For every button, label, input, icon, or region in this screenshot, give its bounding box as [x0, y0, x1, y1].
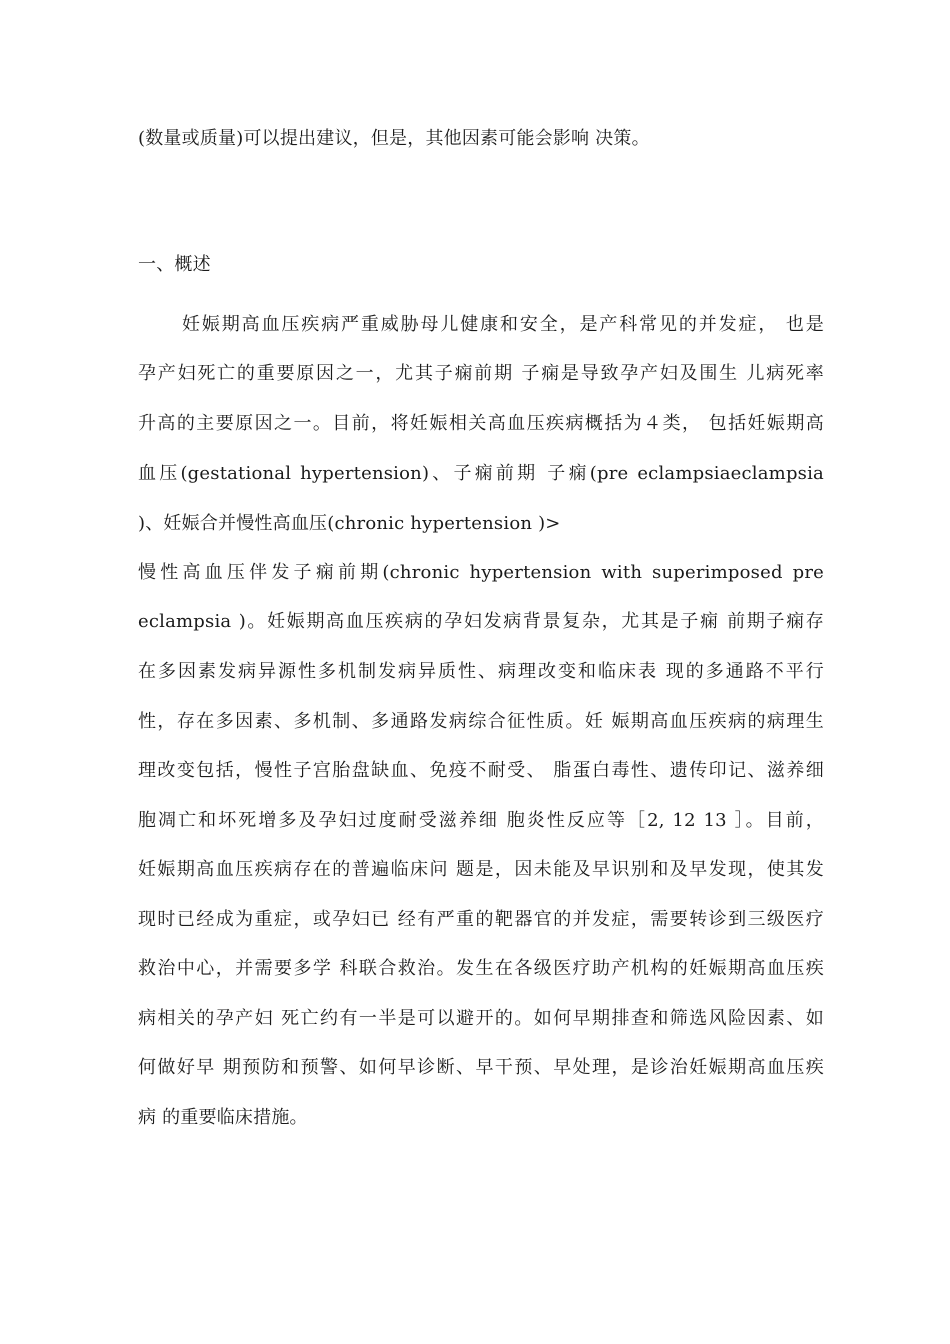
section-heading: 一、概述 [138, 254, 211, 275]
paragraph-line: )、妊娠合并慢性高血压(chronic hypertension )> [138, 513, 561, 534]
paragraph-line: 何做好早 期预防和预警、如何早诊断、早干预、早处理，是诊治妊娠期高血压疾 [138, 1057, 824, 1078]
paragraph-line: 孕产妇死亡的重要原因之一，尤其子痫前期 子痫是导致孕产妇及围生 儿病死率 [138, 363, 824, 384]
paragraph-line: 血压(gestational hypertension)、子痫前期 子痫(pre eclampsiaeclampsia [138, 463, 824, 484]
paragraph-line: eclampsia )。妊娠期高血压疾病的孕妇发病背景复杂，尤其是子痫 前期子痫存 [138, 611, 824, 632]
paragraph-line: 救治中心，并需要多学 科联合救治。发生在各级医疗助产机构的妊娠期高血压疾 [138, 958, 824, 979]
paragraph-line: 性，存在多因素、多机制、多通路发病综合征性质。妊 娠期高血压疾病的病理生 [138, 711, 824, 732]
paragraph-line: 病相关的孕产妇 死亡约有一半是可以避开的。如何早期排查和筛选风险因素、如 [138, 1008, 824, 1029]
paragraph-line: 慢性高血压伴发子痫前期(chronic hypertension with superimposed pre [138, 562, 824, 583]
paragraph-line: 在多因素发病异源性多机制发病异质性、病理改变和临床表 现的多通路不平行 [138, 661, 824, 682]
intro-text: (数量或质量)可以提出建议，但是，其他因素可能会影响 决策。 [138, 128, 650, 149]
paragraph-line: 理改变包括，慢性子宫胎盘缺血、免疫不耐受、 脂蛋白毒性、遗传印记、滋养细 [138, 760, 824, 781]
paragraph-line: 妊娠期高血压疾病严重威胁母儿健康和安全，是产科常见的并发症， 也是 [182, 314, 824, 335]
paragraph-line: 病 的重要临床措施。 [138, 1107, 308, 1128]
paragraph-line: 现时已经成为重症，或孕妇已 经有严重的靶器官的并发症，需要转诊到三级医疗 [138, 909, 824, 930]
paragraph-line: 妊娠期高血压疾病存在的普遍临床问 题是，因未能及早识别和及早发现，使其发 [138, 859, 824, 880]
paragraph-line: 胞凋亡和坏死增多及孕妇过度耐受滋养细 胞炎性反应等［2, 12 13 ］。目前， [138, 810, 824, 831]
paragraph-line: 升高的主要原因之一。目前，将妊娠相关高血压疾病概括为４类， 包括妊娠期高 [138, 413, 824, 434]
